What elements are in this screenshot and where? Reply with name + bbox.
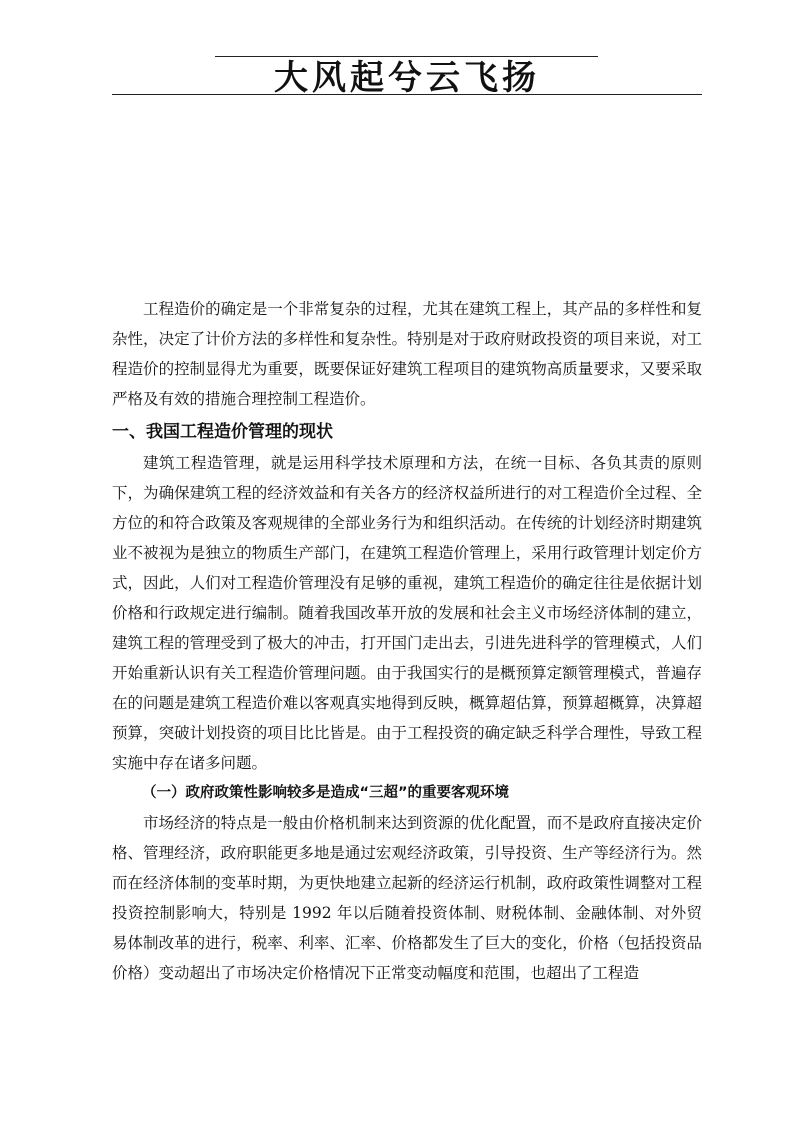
intro-paragraph: 工程造价的确定是一个非常复杂的过程，尤其在建筑工程上，其产品的多样性和复杂性，决定了计价方法的多样性和复杂性。特别是对于政府财政投资的项目来说，对工程造价的控制显得尤为重要，既要保证好建筑工程项目的建筑物高质量要求，又要采取严格及有效的措施合理控制工程造价。	[112, 300, 702, 408]
document-body	[112, 294, 702, 988]
header-bottom-rule	[112, 94, 702, 95]
section-heading: 一、我国工程造价管理的现状	[112, 422, 333, 442]
header-top-rule	[215, 56, 598, 57]
section-paragraph: 建筑工程造管理，就是运用科学技术原理和方法，在统一目标、各负其责的原则下，为确保建筑工程的经济效益和有关各方的经济权益所进行的对工程造价全过程、全方位的和符合政策及客观规律的全部业务行为和组织活动。在传统的计划经济时期建筑业不被视为是独立的物质生产部门，在建筑工程造价管理上，采用行政管理计划定价方式，因此，人们对工程造价管理没有足够的重视，建筑工程造价的确定往往是依据计划价格和行政规定进行编制。随着我国改革开放的发展和社会主义市场经济体制的建立，建筑工程的管理受到了极大的冲击，打开国门走出去，引进先进科学的管理模式，人们开始重新认识有关工程造价管理问题。由于我国实行的是概预算定额管理模式，普遍存在的问题是建筑工程造价难以客观真实地得到反映，概算超估算，预算超概算，决算超预算，突破计划投资的项目比比皆是。由于工程投资的确定缺乏科学合理性，导致工程实施中存在诸多问题。	[112, 454, 702, 772]
subsection-paragraph: 市场经济的特点是一般由价格机制来达到资源的优化配置，而不是政府直接决定价格、管理经济，政府职能更多地是通过宏观经济政策，引导投资、生产等经济行为。然而在经济体制的变革时期，为更快地建立起新的经济运行机制，政府政策性调整对工程投资控制影响大，特别是 1992 年以后随着投资体制、财税体制、金融体制、对外贸易体制改革的进行，税率、利率、汇率、价格都发生了巨大的变化，价格（包括投资品价格）变动超出了市场决定价格情况下正常变动幅度和范围，也超出了工程造	[112, 814, 702, 982]
subsection-heading: （一）政府政策性影响较多是造成“三超”的重要客观环境	[142, 785, 510, 801]
header-title: 大风起兮云飞扬	[274, 58, 540, 98]
